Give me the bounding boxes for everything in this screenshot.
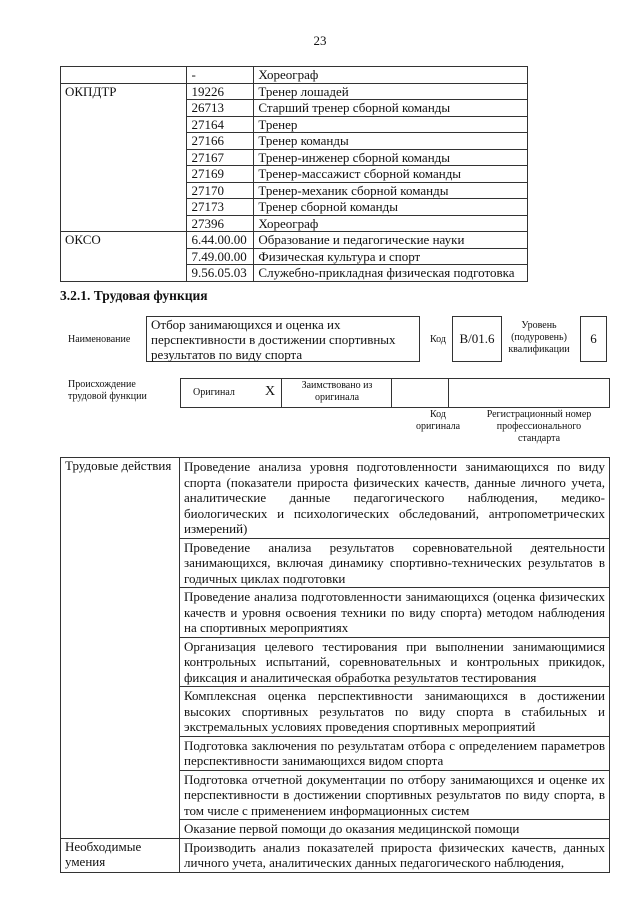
table-row [61,458,610,539]
codes-row [61,182,528,199]
origin-table [180,378,610,408]
row-item: Комплексная оценка перспективности занимающихся в достижении высоких спортивных результатов по виду спорта в стабильных и экстремальных условиях проведения спортивных мероприятий [180,687,610,737]
codes-row [61,116,528,133]
original-code-caption: Код оригинала [415,409,461,432]
row-item: Проведение анализа подготовленности занимающихся (оценка физических качеств и уровня освоения техники по виду спорта) методом наблюдения на спортивных мероприятиях [180,588,610,638]
classifier-cell [61,116,187,133]
title-cell: Хореограф [254,215,528,232]
code-cell: 27169 [187,166,254,183]
code-cell: - [187,67,254,84]
title-cell: Тренер сборной команды [254,199,528,216]
codes-row [61,232,528,249]
title-cell: Тренер [254,116,528,133]
code-cell: 27166 [187,133,254,150]
code-label: Код [430,334,446,345]
row-item: Подготовка отчетной документации по отбору занимающихся и оценке их перспективности в достижении спортивных результатов по виду спорта, в том числе с применением информационных систем [180,770,610,820]
code-cell: 6.44.00.00 [187,232,254,249]
origin-label: Происхождение трудовой функции [68,379,147,402]
table-row [61,838,610,872]
level-label: Уровень (подуровень) квалификации [508,320,570,355]
qualification-level: 6 [580,316,607,362]
code-cell: 27396 [187,215,254,232]
row-label: Необходимые умения [61,838,180,872]
title-cell: Тренер команды [254,133,528,150]
classifier-cell [61,133,187,150]
title-cell: Тренер-инженер сборной команды [254,149,528,166]
classifier-cell [61,149,187,166]
codes-row [61,67,528,84]
title-cell: Тренер-механик сборной команды [254,182,528,199]
row-item: Проведение анализа результатов соревновательной деятельности занимающихся, включая динамику спортивно-технических результатов в годичных циклах подготовки [180,538,610,588]
classifier-cell [61,166,187,183]
function-code: B/01.6 [452,316,502,362]
original-label: Оригинал [193,387,235,398]
borrowed-label: Заимствовано из оригинала [301,380,373,403]
row-item: Организация целевого тестирования при выполнении занимающимися контрольных испытаний, соревновательных и контрольных прикидок, фиксация и аналитическая обработка результатов тестирования [180,637,610,687]
code-cell: 27167 [187,149,254,166]
title-cell: Тренер-массажист сборной команды [254,166,528,183]
codes-table [60,66,528,282]
labor-function-table [60,457,610,873]
classifier-cell [61,199,187,216]
codes-row [61,83,528,100]
classifier-cell [61,182,187,199]
codes-row [61,215,528,232]
section-title: 3.2.1. Трудовая функция [60,288,208,303]
code-cell: 9.56.05.03 [187,265,254,282]
codes-row [61,100,528,117]
codes-row [61,149,528,166]
name-label: Наименование [68,334,131,345]
original-mark: X [265,384,276,399]
codes-row [61,166,528,183]
codes-row [61,133,528,150]
reg-number-caption: Регистрационный номер профессионального стандарта [486,409,592,444]
row-item: Производить анализ показателей прироста физических качеств, данных личного учета, аналитических данных педагогического наблюдения, [180,838,610,872]
codes-row [61,248,528,265]
function-name: Отбор занимающихся и оценка их перспективности в достижении спортивных результатов по виду спорта [146,316,420,362]
title-cell: Тренер лошадей [254,83,528,100]
classifier-cell: ОКСО [61,232,187,249]
classifier-cell [61,100,187,117]
classifier-cell [61,67,187,84]
classifier-cell [61,248,187,265]
code-cell: 26713 [187,100,254,117]
classifier-cell [61,265,187,282]
classifier-cell: ОКПДТР [61,83,187,100]
codes-row [61,265,528,282]
row-label: Трудовые действия [61,458,180,839]
title-cell: Образование и педагогические науки [254,232,528,249]
row-item: Подготовка заключения по результатам отбора с определением параметров перспективности занимающихся видом спорта [180,736,610,770]
code-cell: 27164 [187,116,254,133]
page-number: 23 [313,33,327,48]
classifier-cell [61,215,187,232]
title-cell: Старший тренер сборной команды [254,100,528,117]
codes-row [61,199,528,216]
title-cell: Хореограф [254,67,528,84]
code-cell: 27173 [187,199,254,216]
row-item: Оказание первой помощи до оказания медицинской помощи [180,820,610,839]
code-cell: 19226 [187,83,254,100]
row-item: Проведение анализа уровня подготовленности занимающихся по виду спорта (показатели прироста физических качеств, данные личного учета, аналитические данные педагогического наблюдения, медико-биологических и психологических обследований, антропометрических измерений) [180,458,610,539]
code-cell: 27170 [187,182,254,199]
code-cell: 7.49.00.00 [187,248,254,265]
title-cell: Служебно-прикладная физическая подготовка [254,265,528,282]
title-cell: Физическая культура и спорт [254,248,528,265]
